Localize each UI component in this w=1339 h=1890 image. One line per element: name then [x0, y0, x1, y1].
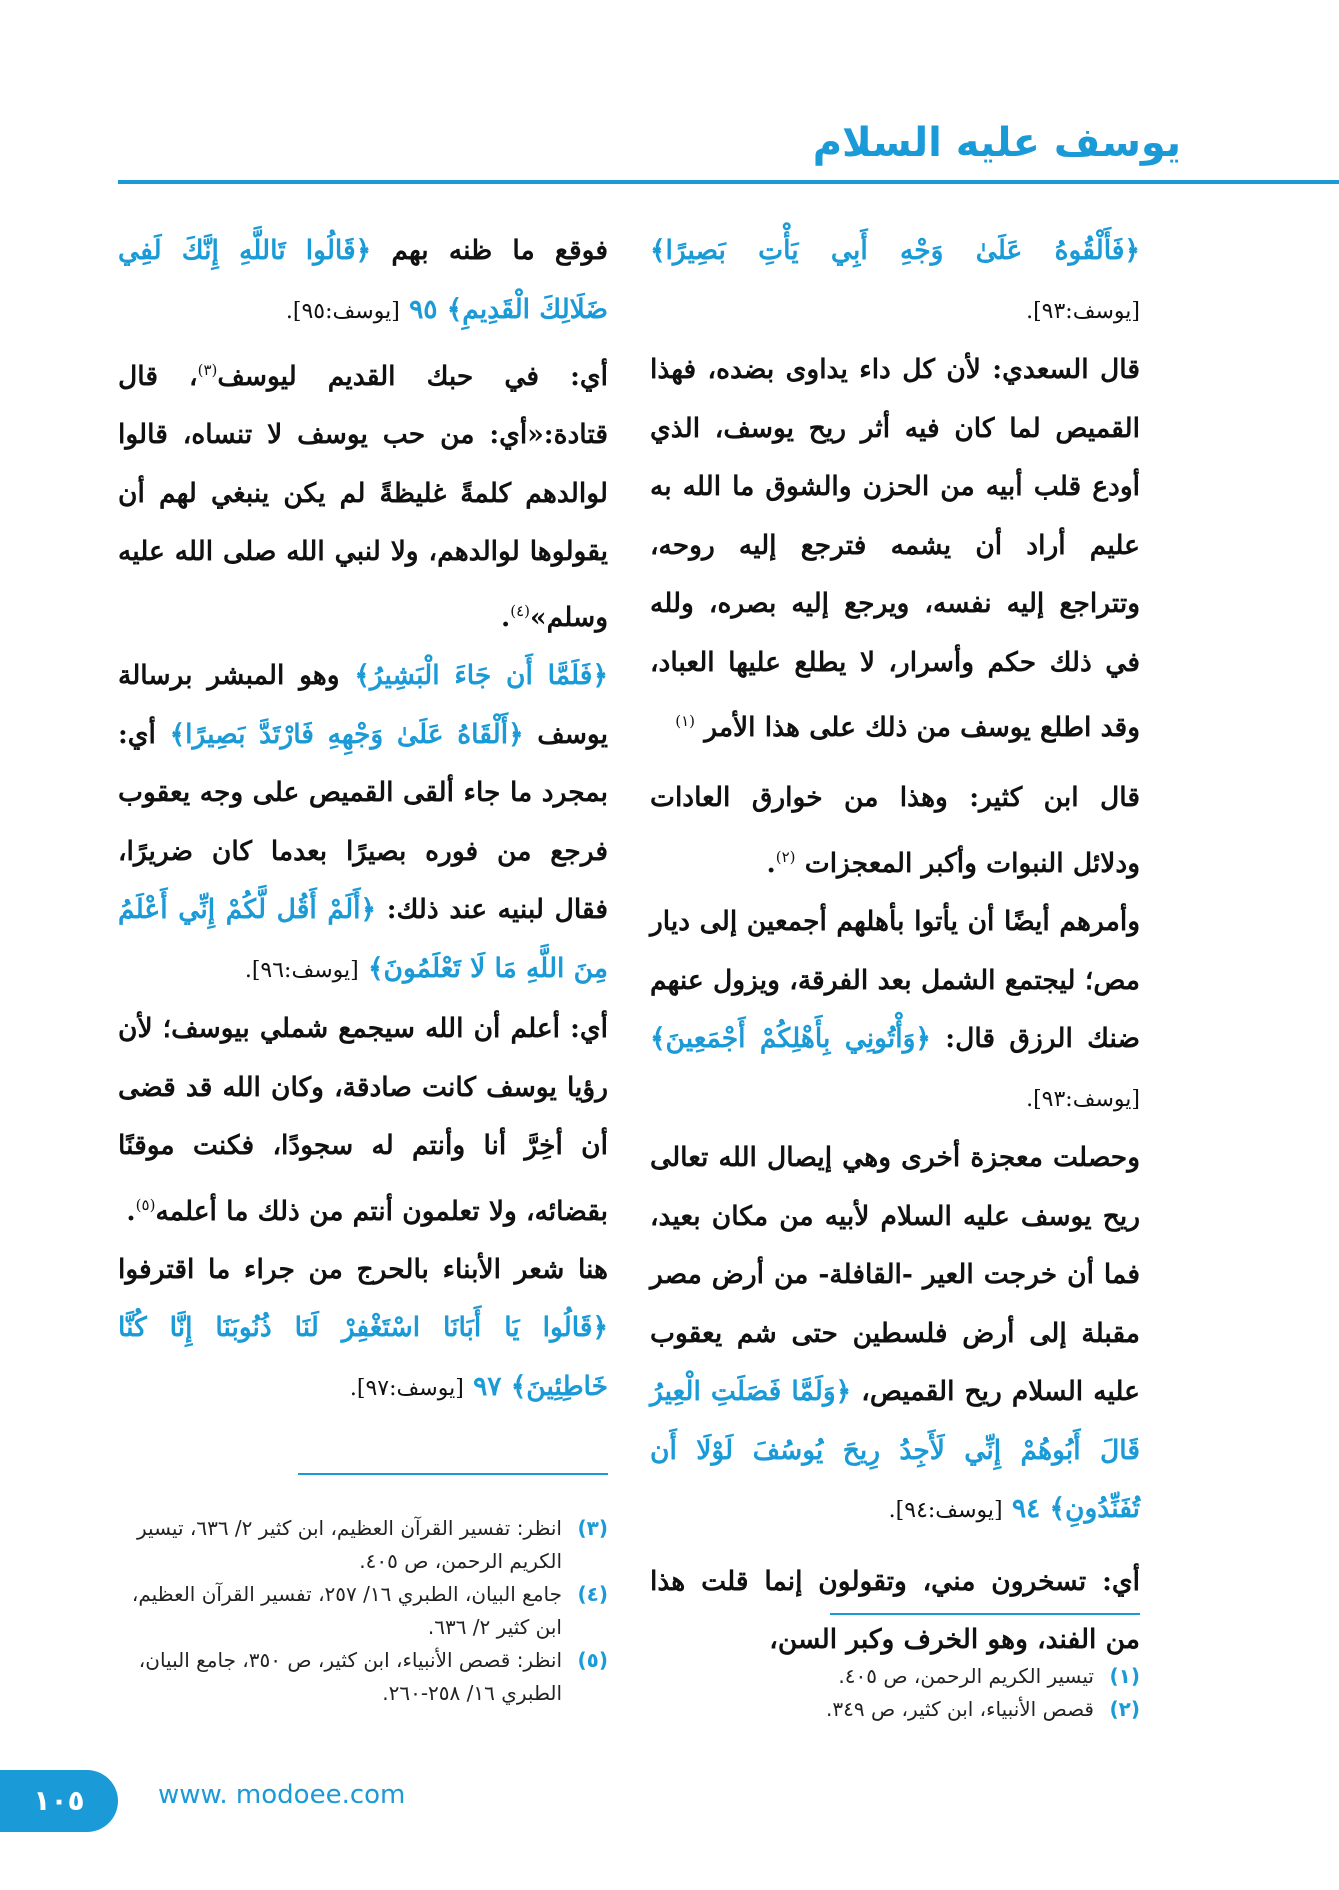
paragraph-text: أي: في حبك القديم ليوسف [217, 360, 608, 392]
paragraph-text: وأمرهم أيضًا أن يأتوا بأهلهم أجمعين إلى ديار مص؛ ليجتمع الشمل بعد الفرقة، ويزول عنهم ضنك الرزق قال: [650, 906, 1140, 1055]
footnote-marker: (٤) [510, 601, 531, 620]
chapter-title: يوسف عليه السلام [812, 120, 1181, 166]
footnote-number: (٤) [577, 1582, 608, 1606]
quran-verse: ﴿أَلْقَاهُ عَلَىٰ وَجْهِهِ فَارْتَدَّ بَصِيرًا﴾ [169, 718, 524, 750]
paragraph-text: وهو المبشر برسالة يوسف [118, 660, 608, 750]
footnotes-right [650, 1660, 1140, 1726]
paragraph [650, 341, 1140, 757]
paragraph-text: ، قال قتادة:«أي: من حب يوسف لا تنساه، قالوا لوالدهم كلمةً غليظةً لم يكن ينبغي لهم أن يقولوها لوالدهم، ولا لنبي الله صلى الله عليه وسلم» [118, 360, 608, 633]
quran-verse: ﴿قَالُوا تَاللَّهِ إِنَّكَ لَفِي ضَلَالِكَ الْقَدِيمِ﴾ ٩٥ [118, 235, 608, 325]
footnote-text: انظر: قصص الأنبياء، ابن كثير، ص ٣٥٠، جامع البيان، الطبري ١٦/ ٢٥٨-٢٦٠. [138, 1648, 562, 1705]
quran-verse: ﴿أَلَمْ أَقُل لَّكُمْ إِنِّي أَعْلَمُ مِنَ اللَّهِ مَا لَا تَعْلَمُونَ﴾ [118, 894, 608, 984]
footnote-text: انظر: تفسير القرآن العظيم، ابن كثير ٢/ ٦٣٦، تيسير الكريم الرحمن، ص ٤٠٥. [137, 1516, 562, 1573]
paragraph [118, 647, 608, 1000]
paragraph-text: قال ابن كثير: وهذا من خوارق العادات ودلائل النبوات وأكبر المعجزات [650, 782, 1140, 879]
footnote-marker: (١) [675, 712, 695, 730]
right-column [650, 222, 1140, 1670]
website-link[interactable]: www. modoee.com [158, 1780, 406, 1810]
footnote-text: تيسير الكريم الرحمن، ص ٤٠٥. [838, 1664, 1094, 1688]
footnote-rule [830, 1613, 1140, 1615]
footnotes-left [118, 1512, 608, 1710]
left-column [118, 222, 608, 1418]
footnote-number: (١) [1109, 1664, 1140, 1688]
footnote-marker: (٥) [135, 1195, 156, 1214]
footnote-text: جامع البيان، الطبري ١٦/ ٢٥٧، تفسير القرآن العظيم، ابن كثير ٢/ ٦٣٦. [131, 1582, 562, 1639]
footnote-number: (٥) [577, 1648, 608, 1672]
paragraph [118, 222, 608, 341]
paragraph: أي: أعلم أن الله سيجمع شملي بيوسف؛ لأن رؤيا يوسف كانت صادقة، وكان الله قد قضى أن أخِرَّ أنا وأنتم له سجودًا، فكنت موقنًا بقضائه، ولا تعلمون أنتم من ذلك ما أعلمه$^{(٥)}$. [118, 1013, 608, 1227]
verse-reference: [يوسف:٩٤]. [888, 1498, 1003, 1524]
verse-reference: [يوسف:٩٥]. [285, 298, 400, 324]
paragraph-text: أي: بمجرد ما جاء ألقى القميص على وجه يعقوب فرجع من فوره بصيرًا بعدما كان ضريرًا، فقال لبنيه عند ذلك: [118, 718, 609, 926]
quran-verse: ﴿وَأْتُونِي بِأَهْلِكُمْ أَجْمَعِينَ﴾ [650, 1023, 931, 1055]
footnote [118, 1578, 608, 1644]
footnote-number: (٢) [1109, 1697, 1140, 1721]
footnote-number: (٣) [577, 1516, 608, 1540]
verse-reference: [يوسف:٩٣]. [1026, 298, 1140, 324]
footnote-marker: (٢) [775, 847, 796, 866]
footnote-rule [298, 1473, 608, 1475]
footnote [118, 1644, 608, 1710]
quran-verse: ﴿وَلَمَّا فَصَلَتِ الْعِيرُ قَالَ أَبُوهُمْ إِنِّي لَأَجِدُ رِيحَ يُوسُفَ لَوْلَا أَن تُفَنِّدُونِ﴾ ٩٤ [650, 1376, 1140, 1525]
footnote-marker: (٣) [197, 361, 218, 379]
footnote [650, 1693, 1140, 1726]
paragraph [650, 893, 1140, 1129]
footnote-text: قصص الأنبياء، ابن كثير، ص ٣٤٩. [826, 1697, 1094, 1721]
verse-reference: [يوسف:٩٣]. [1026, 1086, 1140, 1112]
header-rule [118, 180, 1339, 184]
paragraph-text: قال السعدي: لأن كل داء يداوى بضده، فهذا القميص لما كان فيه أثر ريح يوسف، الذي أودع قلب أبيه من الحزن والشوق ما الله به عليم أراد أن يشمه فترجع إليه روحه، وتتراجع إليه نفسه، ويرجع إليه بصره، ولله في ذلك حكم وأسرار، لا يطلع عليها العباد، وقد اطلع يوسف من ذلك على هذا الأمر [650, 354, 1140, 743]
quran-verse: ﴿فَلَمَّا أَن جَاءَ الْبَشِيرُ﴾ [354, 660, 608, 692]
paragraph-text: أي: تسخرون مني، وتقولون إنما قلت هذا من الفند، وهو الخرف وكبر السن، [650, 1565, 1140, 1656]
verse-reference: [يوسف:٩٦]. [244, 957, 359, 983]
paragraph [118, 1241, 608, 1419]
footnote [118, 1512, 608, 1578]
verse-reference: [يوسف:٩٧]. [349, 1375, 464, 1401]
footnote [650, 1660, 1140, 1693]
quran-verse: ﴿فَأَلْقُوهُ عَلَىٰ وَجْهِ أَبِي يَأْتِ بَصِيرًا﴾ [650, 235, 1140, 266]
paragraph-text: فوقع ما ظنه بهم [391, 235, 608, 266]
paragraph [650, 222, 1140, 341]
paragraph [650, 1553, 1140, 1670]
paragraph: قال ابن كثير: وهذا من خوارق العادات ودلائل النبوات وأكبر المعجزات $^{(٢)}$. [650, 782, 1140, 879]
page-number: ١٠٥ [33, 1784, 85, 1817]
paragraph-text: أي: أعلم أن الله سيجمع شملي بيوسف؛ لأن رؤيا يوسف كانت صادقة، وكان الله قد قضى أن أخِرَّ أنا وأنتم له سجودًا، فكنت موقنًا بقضائه، ولا تعلمون أنتم من ذلك ما أعلمه [118, 1013, 608, 1227]
paragraph [650, 1129, 1140, 1541]
paragraph-text: وحصلت معجزة أخرى وهي إيصال الله تعالى ريح يوسف عليه السلام لأبيه من مكان بعيد، فما أن خرجت العير -القافلة- من أرض مصر مقبلة إلى أرض فلسطين حتى شم يعقوب عليه السلام ريح القميص، [650, 1142, 1140, 1408]
paragraph-text: هنا شعر الأبناء بالحرج من جراء ما اقترفوا [118, 1253, 608, 1285]
paragraph: أي: في حبك القديم ليوسف$^{(٣)}$، قال قتادة:«أي: من حب يوسف لا تنساه، قالوا لوالدهم كلمةً غليظةً لم يكن ينبغي لهم أن يقولوها لوالدهم، ولا لنبي الله صلى الله عليه وسلم»$^{(٤)}$. [118, 360, 608, 633]
quran-verse: ﴿قَالُوا يَا أَبَانَا اسْتَغْفِرْ لَنَا ذُنُوبَنَا إِنَّا كُنَّا خَاطِئِينَ﴾ ٩٧ [118, 1312, 608, 1402]
